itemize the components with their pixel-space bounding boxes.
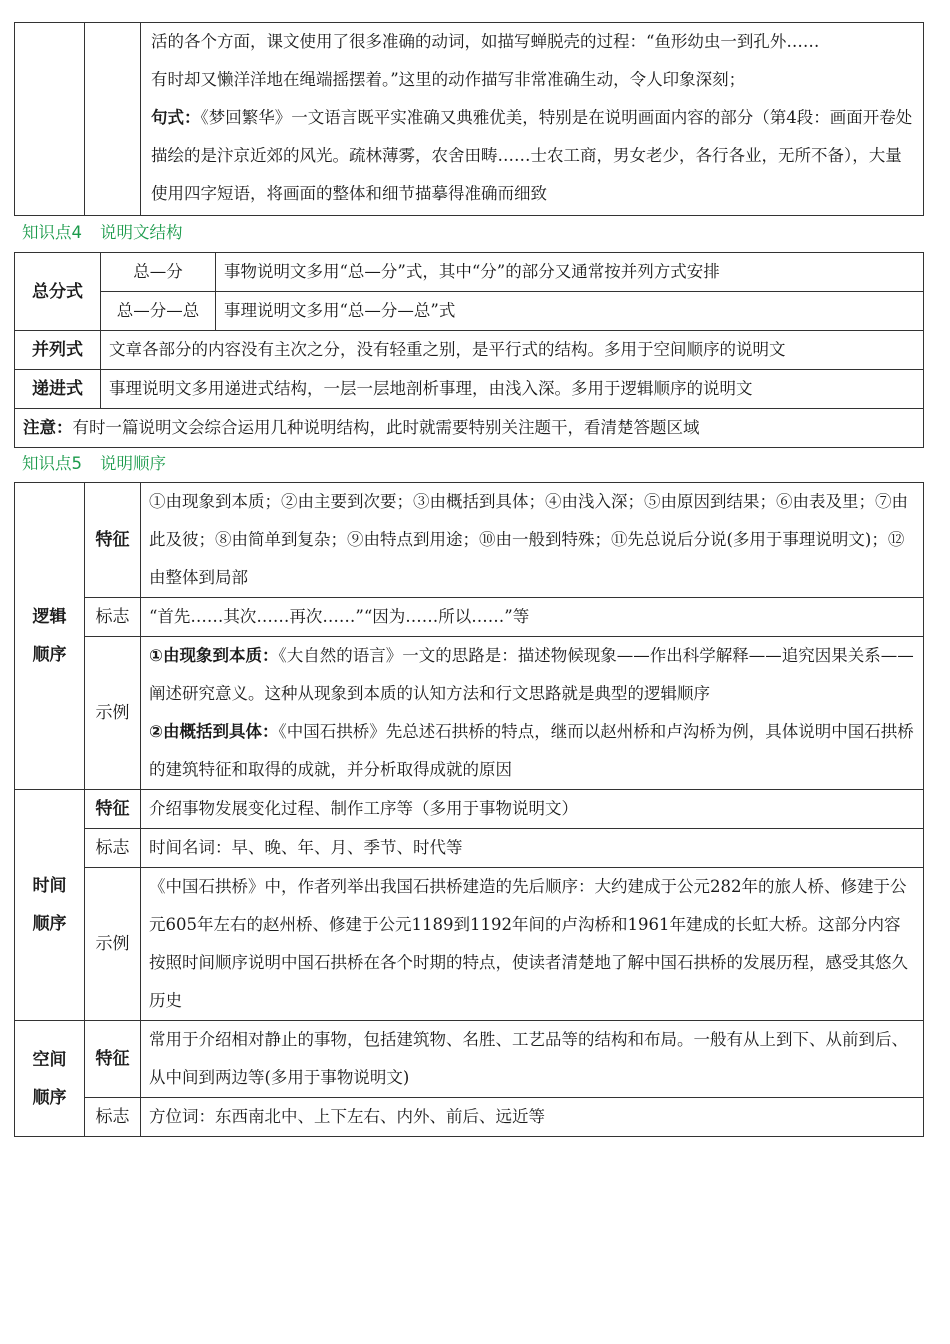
time-order-label — [15, 790, 85, 1021]
binglie-label: 并列式 — [15, 331, 101, 370]
space-feature-label: 特征 — [85, 1021, 141, 1098]
logic-feature-text: ①由现象到本质；②由主要到次要；③由概括到具体；④由浅入深；⑤由原因到结果；⑥由表及里；⑦由此及彼；⑧由简单到复杂；⑨由特点到用途；⑩由一般到特殊；⑪先总说后分说(多用于事理说明文)；⑫由整体到局部 — [141, 483, 924, 598]
logic-feature-label: 特征 — [85, 483, 141, 598]
time-example-text: 《中国石拱桥》中，作者列举出我国石拱桥建造的先后顺序：大约建成于公元282年的旅人桥、修建于公元605年左右的赵州桥、修建于公元1189到1192年间的卢沟桥和1961年建成的长虹大桥。这部分内容按照时间顺序说明中国石拱桥在各个时期的特点，使读者清楚地了解中国石拱桥的发展历程，感受其悠久历史 — [141, 868, 924, 1021]
section5-label: 知识点5 — [22, 454, 82, 473]
table-row — [15, 1098, 924, 1137]
time-label-line: 顺序 — [32, 914, 67, 934]
section4-label: 知识点4 — [22, 223, 82, 242]
note-cell — [15, 409, 924, 448]
zongfenzong-sub-label: 总—分—总 — [101, 292, 216, 331]
table-row — [15, 409, 924, 448]
empty-cell — [15, 23, 85, 216]
note-label: 注意： — [23, 418, 73, 437]
table-row — [15, 790, 924, 829]
time-sign-text: 时间名词：早、晚、年、月、季节、时代等 — [141, 829, 924, 868]
table-row — [15, 23, 924, 216]
sentence-paragraph — [151, 99, 915, 213]
table-row — [15, 370, 924, 409]
table-row — [15, 637, 924, 790]
table-row — [15, 331, 924, 370]
logic-sign-text: “首先……其次……再次……”“因为……所以……”等 — [141, 598, 924, 637]
time-example-label: 示例 — [85, 868, 141, 1021]
table-row — [15, 868, 924, 1021]
zongfenzong-text: 事理说明文多用“总—分—总”式 — [216, 292, 924, 331]
logic-example-cell — [141, 637, 924, 790]
logic-sign-label: 标志 — [85, 598, 141, 637]
text-line: 活的各个方面，课文使用了很多准确的动词，如描写蝉脱壳的过程：“鱼形幼虫一到孔外…… — [151, 32, 820, 51]
logic-example-label: 示例 — [85, 637, 141, 790]
section4-heading — [22, 222, 183, 244]
language-analysis-cell — [141, 23, 924, 216]
space-label-line: 顺序 — [32, 1087, 67, 1108]
table-row — [15, 292, 924, 331]
logic-label-line: 逻辑 — [32, 607, 67, 627]
example-head: ①由现象到本质： — [149, 646, 279, 665]
space-feature-text: 常用于介绍相对静止的事物，包括建筑物、名胜、工艺品等的结构和布局。一般有从上到下、从前到后、从中间到两边等(多用于事物说明文) — [141, 1021, 924, 1098]
zongfen-label: 总分式 — [15, 253, 101, 331]
zongfen-text: 事物说明文多用“总—分”式，其中“分”的部分又通常按并列方式安排 — [216, 253, 924, 292]
time-feature-text: 介绍事物发展变化过程、制作工序等（多用于事物说明文） — [141, 790, 924, 829]
sentence-text: 《梦回繁华》一文语言既平实准确又典雅优美，特别是在说明画面内容的部分（第4段：画面开卷处描绘的是汴京近郊的风光。疏林薄雾，农舍田畴……士农工商，男女老少，各行各业，无所不备），大量使用四字短语，将画面的整体和细节描摹得准确而细致 — [151, 108, 913, 203]
logic-example-1 — [149, 637, 915, 713]
section5-heading — [22, 453, 166, 475]
example-text: 《大自然的语言》一文的思路是：描述物候现象——作出科学解释——追究因果关系——阐述研究意义。这种从现象到本质的认知方法和行文思路就是典型的逻辑顺序 — [149, 646, 914, 703]
example-text: 《中国石拱桥》先总述石拱桥的特点，继而以赵州桥和卢沟桥为例，具体说明中国石拱桥的建筑特征和取得的成就，并分析取得成就的原因 — [149, 722, 914, 779]
logic-order-label — [15, 483, 85, 790]
text-line: 有时却又懒洋洋地在绳端摇摆着。”这里的动作描写非常准确生动，令人印象深刻； — [151, 70, 746, 89]
table-row — [15, 1021, 924, 1098]
zongfen-sub-label: 总—分 — [101, 253, 216, 292]
table-row — [15, 253, 924, 292]
binglie-text: 文章各部分的内容没有主次之分，没有轻重之别，是平行式的结构。多用于空间顺序的说明文 — [101, 331, 924, 370]
sentence-label: 句式： — [151, 108, 201, 127]
space-order-label — [15, 1021, 85, 1137]
space-label-line: 空间 — [32, 1049, 67, 1070]
order-table — [14, 482, 924, 1137]
logic-example-2 — [149, 713, 915, 789]
space-sign-label: 标志 — [85, 1098, 141, 1137]
top-table — [14, 22, 924, 216]
time-label-line: 时间 — [32, 876, 67, 896]
empty-cell — [85, 23, 141, 216]
section5-title: 说明顺序 — [100, 454, 166, 473]
note-text: 有时一篇说明文会综合运用几种说明结构，此时就需要特别关注题干，看清楚答题区域 — [72, 418, 700, 437]
table-row — [15, 829, 924, 868]
section4-title: 说明文结构 — [100, 223, 183, 242]
time-sign-label: 标志 — [85, 829, 141, 868]
space-sign-text: 方位词：东西南北中、上下左右、内外、前后、远近等 — [141, 1098, 924, 1137]
example-head: ②由概括到具体： — [149, 722, 279, 741]
dijin-label: 递进式 — [15, 370, 101, 409]
table-row — [15, 483, 924, 598]
dijin-text: 事理说明文多用递进式结构，一层一层地剖析事理，由浅入深。多用于逻辑顺序的说明文 — [101, 370, 924, 409]
time-feature-label: 特征 — [85, 790, 141, 829]
structure-table — [14, 252, 924, 448]
logic-label-line: 顺序 — [32, 645, 67, 665]
table-row — [15, 598, 924, 637]
